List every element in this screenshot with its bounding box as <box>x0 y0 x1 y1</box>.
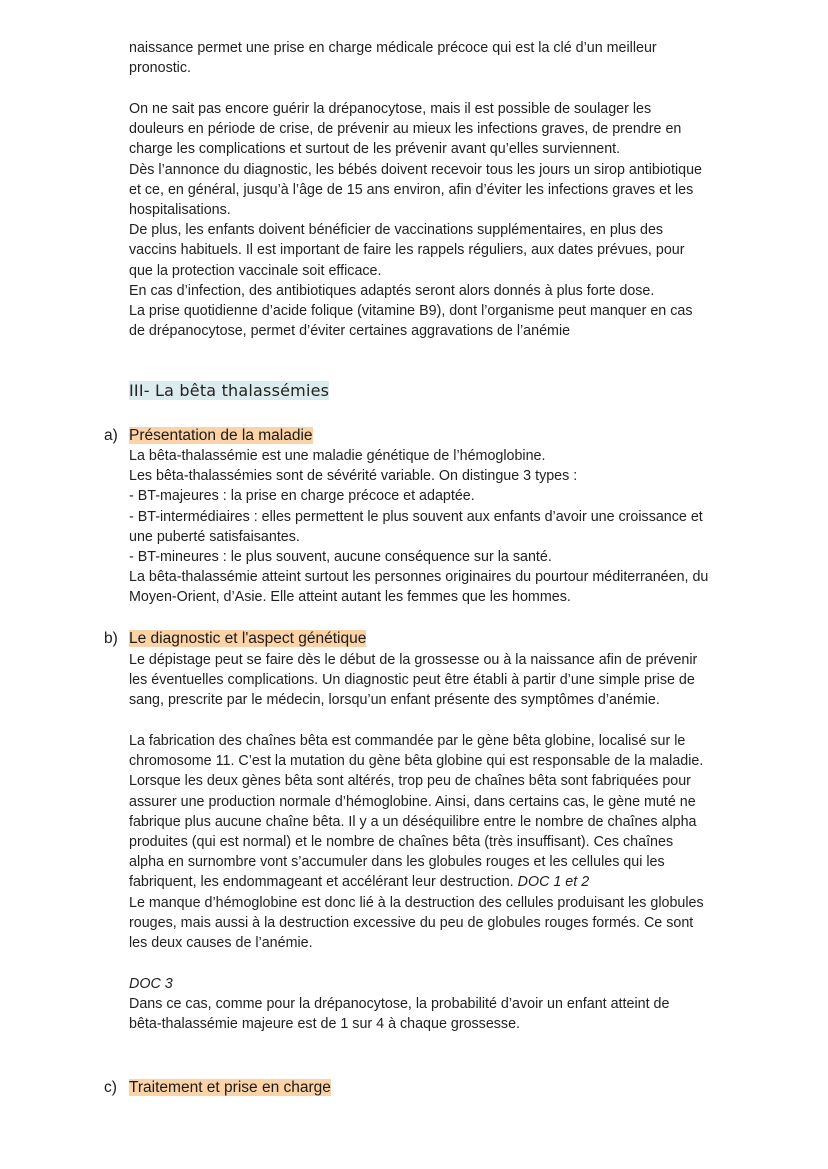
text-line: les éventuelles complications. Un diagnostic peut être établi à partir d’une simple prise de <box>129 672 695 689</box>
subheading-b <box>104 628 366 649</box>
text-fragment: fabriquent, les endommageant et accélérant leur destruction. <box>129 874 518 891</box>
section-title-text: III- La bêta thalassémies <box>129 381 330 400</box>
subheading-marker: a) <box>104 427 118 444</box>
subheading-title: Le diagnostic et l'aspect génétique <box>129 630 367 647</box>
text-line: Dès l’annonce du diagnostic, les bébés doivent recevoir tous les jours un sirop antibiotique <box>129 161 703 178</box>
text-line: En cas d’infection, des antibiotiques adaptés seront alors donnés à plus forte dose. <box>129 282 655 299</box>
text-line: rouges, mais aussi à la destruction excessive du peu de globules rouges formés. Ce sont <box>129 914 694 931</box>
genetics-paragraph <box>129 731 749 953</box>
doc-reference: DOC 1 et 2 <box>517 874 590 891</box>
text-line: de drépanocytose, permet d’éviter certaines aggravations de l’anémie <box>129 323 571 340</box>
text-line: bêta-thalassémie majeure est de 1 sur 4 à chaque grossesse. <box>129 1016 521 1033</box>
text-line: assurer une production normale d’hémoglobine. Ainsi, dans certains cas, le gène muté ne <box>129 793 696 810</box>
text-line: On ne sait pas encore guérir la drépanocytose, mais il est possible de soulager les <box>129 101 652 117</box>
text-line: Le manque d’hémoglobine est donc lié à la destruction des cellules produisant les globules <box>129 894 704 911</box>
text-line: - BT-majeures : la prise en charge précoce et adaptée. <box>129 488 475 505</box>
text-line: - BT-intermédiaires : elles permettent le plus souvent aux enfants d’avoir une croissance et <box>129 508 703 525</box>
text-line: naissance permet une prise en charge médicale précoce qui est la clé d’un meilleur <box>129 40 657 56</box>
subheading-marker: b) <box>104 630 118 647</box>
text-line: que la protection vaccinale soit efficace. <box>129 262 382 279</box>
subheading-c <box>104 1077 331 1098</box>
text-line: Dans ce cas, comme pour la drépanocytose, la probabilité d’avoir un enfant atteint de <box>129 996 670 1013</box>
text-line: les deux causes de l’anémie. <box>129 935 313 952</box>
treatment-paragraph <box>129 99 749 341</box>
text-line: - BT-mineures : le plus souvent, aucune conséquence sur la santé. <box>129 549 552 566</box>
presentation-paragraph <box>129 446 749 608</box>
text-line: De plus, les enfants doivent bénéficier de vaccinations supplémentaires, en plus des <box>129 222 664 239</box>
text-line: Lorsque les deux gènes bêta sont altérés, trop peu de chaînes bêta sont fabriquées pour <box>129 773 691 790</box>
text-line: La fabrication des chaînes bêta est commandée par le gène bêta globine, localisé sur le <box>129 733 686 749</box>
diagnostic-paragraph <box>129 650 749 711</box>
intro-paragraph <box>129 38 749 78</box>
text-line: La bêta-thalassémie est une maladie génétique de l’hémoglobine. <box>129 448 546 464</box>
text-line: charge les complications et surtout de les prévenir avant qu’elles surviennent. <box>129 141 621 158</box>
text-line: Le dépistage peut se faire dès le début de la grossesse ou à la naissance afin de prévenir <box>129 652 698 668</box>
subheading-title: Traitement et prise en charge <box>129 1079 331 1096</box>
text-line: La bêta-thalassémie atteint surtout les personnes originaires du pourtour méditerranéen, du <box>129 569 709 586</box>
doc3-paragraph <box>129 974 749 1035</box>
text-line: et ce, en général, jusqu’à l’âge de 15 ans environ, afin d’éviter les infections graves et les <box>129 181 694 198</box>
section-title <box>129 380 329 402</box>
text-line: alpha en surnombre vont s’accumuler dans les globules rouges et les cellules qui les <box>129 854 665 871</box>
text-line: hospitalisations. <box>129 202 231 219</box>
text-line: fabrique plus aucune chaîne bêta. Il y a un déséquilibre entre le nombre de chaînes alpha <box>129 813 697 830</box>
text-line: sang, prescrite par le médecin, lorsqu’un enfant présente des symptômes d’anémie. <box>129 692 660 709</box>
text-line: une puberté satisfaisantes. <box>129 528 300 545</box>
text-line: chromosome 11. C’est la mutation du gène bêta globine qui est responsable de la maladie. <box>129 753 704 770</box>
text-line: Moyen-Orient, d’Asie. Elle atteint autant les femmes que les hommes. <box>129 589 571 606</box>
text-line: douleurs en période de crise, de prévenir au mieux les infections graves, de prendre en <box>129 121 682 138</box>
text-line: vaccins habituels. Il est important de faire les rappels réguliers, aux dates prévues, pour <box>129 242 685 259</box>
text-line <box>129 872 749 892</box>
text-line: produites (qui est normal) et le nombre de chaînes bêta (très insuffisant). Ces chaînes <box>129 834 674 851</box>
subheading-a <box>104 425 313 446</box>
text-line: La prise quotidienne d’acide folique (vitamine B9), dont l’organisme peut manquer en cas <box>129 303 693 320</box>
subheading-title: Présentation de la maladie <box>129 427 313 444</box>
subheading-marker: c) <box>104 1079 117 1096</box>
doc-reference: DOC 3 <box>129 976 173 992</box>
text-line: Les bêta-thalassémies sont de sévérité variable. On distingue 3 types : <box>129 468 578 485</box>
text-line: pronostic. <box>129 60 191 77</box>
